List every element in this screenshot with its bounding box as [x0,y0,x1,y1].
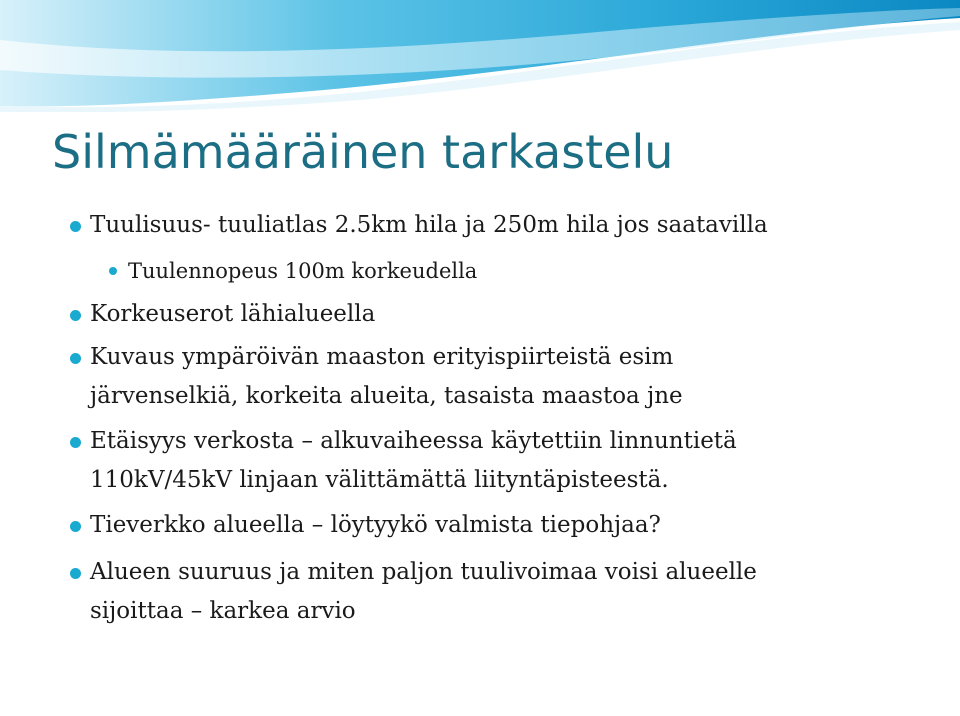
bullet-text: Tieverkko alueella – löytyykö valmista tiepohjaa? [90,512,661,538]
bullet-text: 110kV/45kV linjaan välittämättä liityntäpisteestä. [90,467,669,493]
bullet-item [90,422,737,500]
bullet-item [90,338,683,416]
bullet-text: Tuulisuus- tuuliatlas 2.5km hila ja 250m hila jos saatavilla [90,212,768,238]
bullet-dot [70,353,81,364]
bullet-text: sijoittaa – karkea arvio [90,598,356,624]
bullet-item [90,204,768,246]
bullet-text: Alueen suuruus ja miten paljon tuulivoimaa voisi alueelle [90,559,757,585]
bullet-dot [70,521,81,532]
bullet-dot [109,267,117,275]
bullet-item [90,553,757,631]
bullet-text: Korkeuserot lähialueella [90,301,376,327]
bullet-text: järvenselkiä, korkeita alueita, tasaista maastoa jne [90,383,683,409]
bullet-item [90,504,661,546]
bullet-text: Etäisyys verkosta – alkuvaiheessa käytettiin linnuntietä [90,428,737,454]
bullet-text: Tuulennopeus 100m korkeudella [128,259,478,283]
bullet-text: Kuvaus ympäröivän maaston erityispiirteistä esim [90,344,674,370]
bullet-dot [70,221,81,232]
header-wave-banner [0,0,960,112]
bullet-dot [70,437,81,448]
bullet-item [90,293,375,335]
bullet-dot [70,568,81,579]
slide-title: Silmämääräinen tarkastelu [52,125,674,179]
bullet-dot [70,310,81,321]
sub-bullet-item [128,250,477,292]
